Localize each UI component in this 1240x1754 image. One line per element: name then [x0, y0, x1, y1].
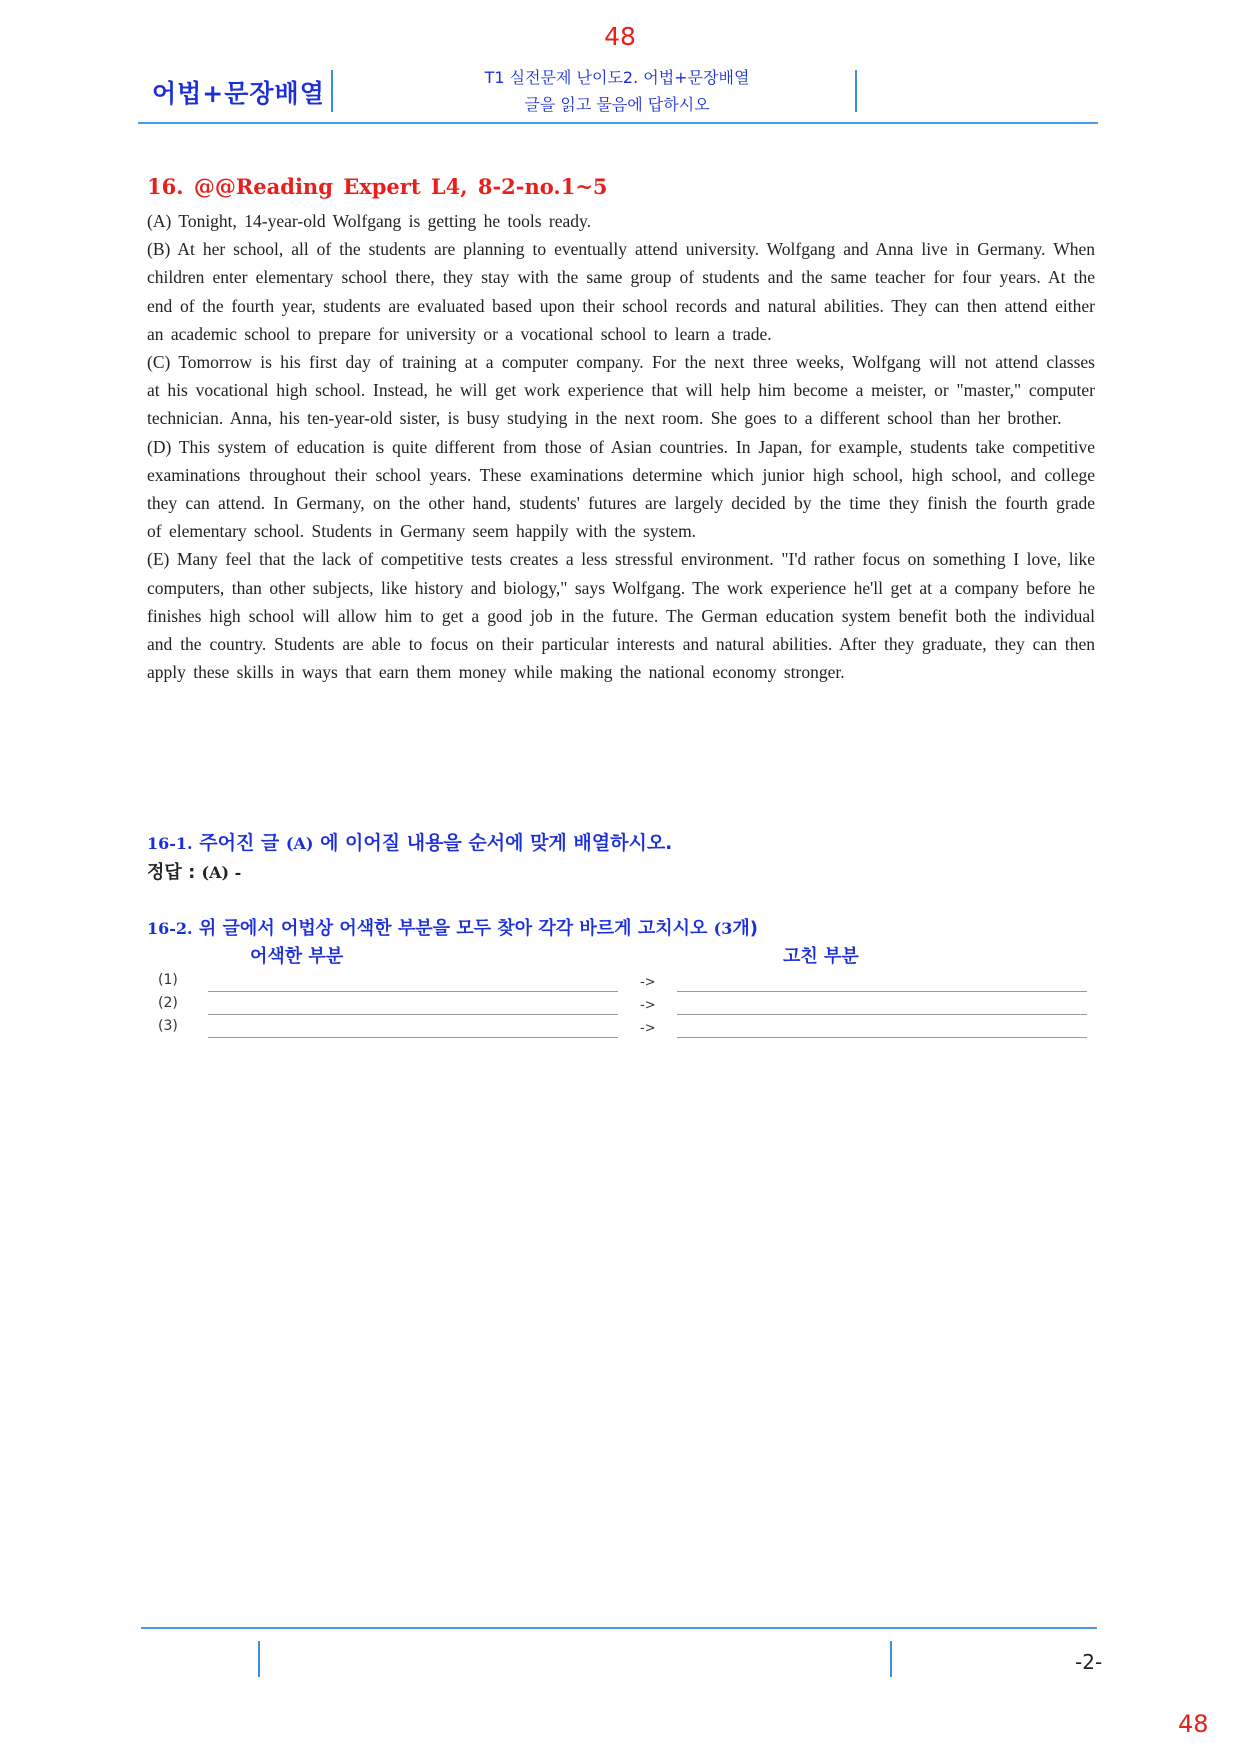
passage: [147, 207, 1095, 686]
arrow-3: ->: [640, 1021, 656, 1036]
fixed-blank-3[interactable]: [677, 1037, 1087, 1038]
answer-label: 정답: [147, 862, 182, 883]
subquestion-2: [147, 914, 758, 940]
arrow-1: ->: [640, 975, 656, 990]
arrow-2: ->: [640, 998, 656, 1013]
page-number-top: 48: [604, 22, 636, 51]
paragraph-e: (E) Many feel that the lack of competitive tests creates a less stressful environment. "I'd rather focus on something I love, like computers, than other subjects, like history and biology," says Wolfgang. The work experience he'll get at a company before he finishes high school will allow him to get a good job in the future. The German education system benefit both the individual and the country. Students are able to focus on their particular interests and natural abilities. After they graduate, they can then apply these skills in ways that earn them money while making the national economy stronger.: [147, 549, 1095, 683]
fixed-blank-1[interactable]: [677, 991, 1087, 992]
column-header-wrong: 어색한 부분: [250, 946, 344, 967]
header-rule: [138, 122, 1098, 124]
subquestion-2-count-open: (3: [713, 919, 733, 938]
footer-divider-right: [890, 1641, 892, 1677]
row-label-2: (2): [158, 995, 178, 1011]
page-number-bottom: 48: [1178, 1710, 1209, 1738]
fixed-blank-2[interactable]: [677, 1014, 1087, 1015]
paragraph-b: (B) At her school, all of the students are planning to eventually attend university. Wolfgang and Anna live in Germany. When children enter elementary school there, they stay with the same group of students and the same teacher for four years. At the end of the fourth year, students are evaluated based upon their school records and natural abilities. They can then attend either an academic school to prepare for university or a vocational school to learn a trade.: [147, 239, 1095, 344]
footer-rule: [141, 1627, 1097, 1629]
subquestion-2-count-close: 개): [732, 918, 758, 939]
column-header-fixed: 고친 부분: [783, 946, 859, 967]
header-divider-left: [331, 70, 333, 112]
subquestion-1-text-before: 주어진 글: [199, 832, 280, 854]
header-subtitle-line1: T1 실전문제 난이도2. 어법+문장배열: [484, 68, 750, 87]
row-label-1: (1): [158, 972, 178, 988]
paragraph-d: (D) This system of education is quite different from those of Asian countries. In Japan, for example, students take competitive examinations throughout their school years. These examinations determine which junior high school, high school, and college they can attend. In Germany, on the other hand, students' futures are largely decided by the time they finish the fourth grade of elementary school. Students in Germany seem happily with the system.: [147, 436, 1095, 542]
header-title: 어법+문장배열: [152, 79, 325, 108]
answer-separator: :: [188, 862, 196, 883]
subquestion-2-number: 16-2.: [147, 919, 193, 938]
paragraph-a: (A) Tonight, 14-year-old Wolfgang is getting he tools ready.: [147, 211, 592, 231]
footer-divider-left: [258, 1641, 260, 1677]
header-subtitle-line2: 글을 읽고 물음에 답하시오: [524, 95, 710, 114]
footer-page-label: -2-: [1075, 1650, 1103, 1674]
wrong-blank-3[interactable]: [208, 1037, 618, 1038]
header-subtitle: [342, 64, 892, 118]
subquestion-1-marker: (A): [285, 834, 314, 853]
paragraph-c: (C) Tomorrow is his first day of training at a computer company. For the next three weeks, Wolfgang will not attend classes at his vocational high school. Instead, he will get work experience that will help him become a meister, or "master," computer technician. Anna, his ten-year-old sister, is busy studying in the next room. She goes to a different school than her brother.: [147, 352, 1095, 429]
row-label-3: (3): [158, 1018, 178, 1034]
question-title: 16. @@Reading Expert L4, 8-2-no.1~5: [147, 174, 608, 199]
subquestion-1: [147, 828, 672, 855]
subquestion-1-number: 16-1.: [147, 834, 193, 853]
subquestion-1-text-after: 에 이어질 내용을 순서에 맞게 배열하시오.: [320, 832, 673, 854]
subquestion-2-text: 위 글에서 어법상 어색한 부분을 모두 찾아 각각 바르게 고치시오: [198, 918, 708, 939]
wrong-blank-2[interactable]: [208, 1014, 618, 1015]
wrong-blank-1[interactable]: [208, 991, 618, 992]
header-divider-right: [855, 70, 857, 112]
answer-value: (A) -: [201, 863, 242, 882]
answer-line: [147, 858, 241, 884]
